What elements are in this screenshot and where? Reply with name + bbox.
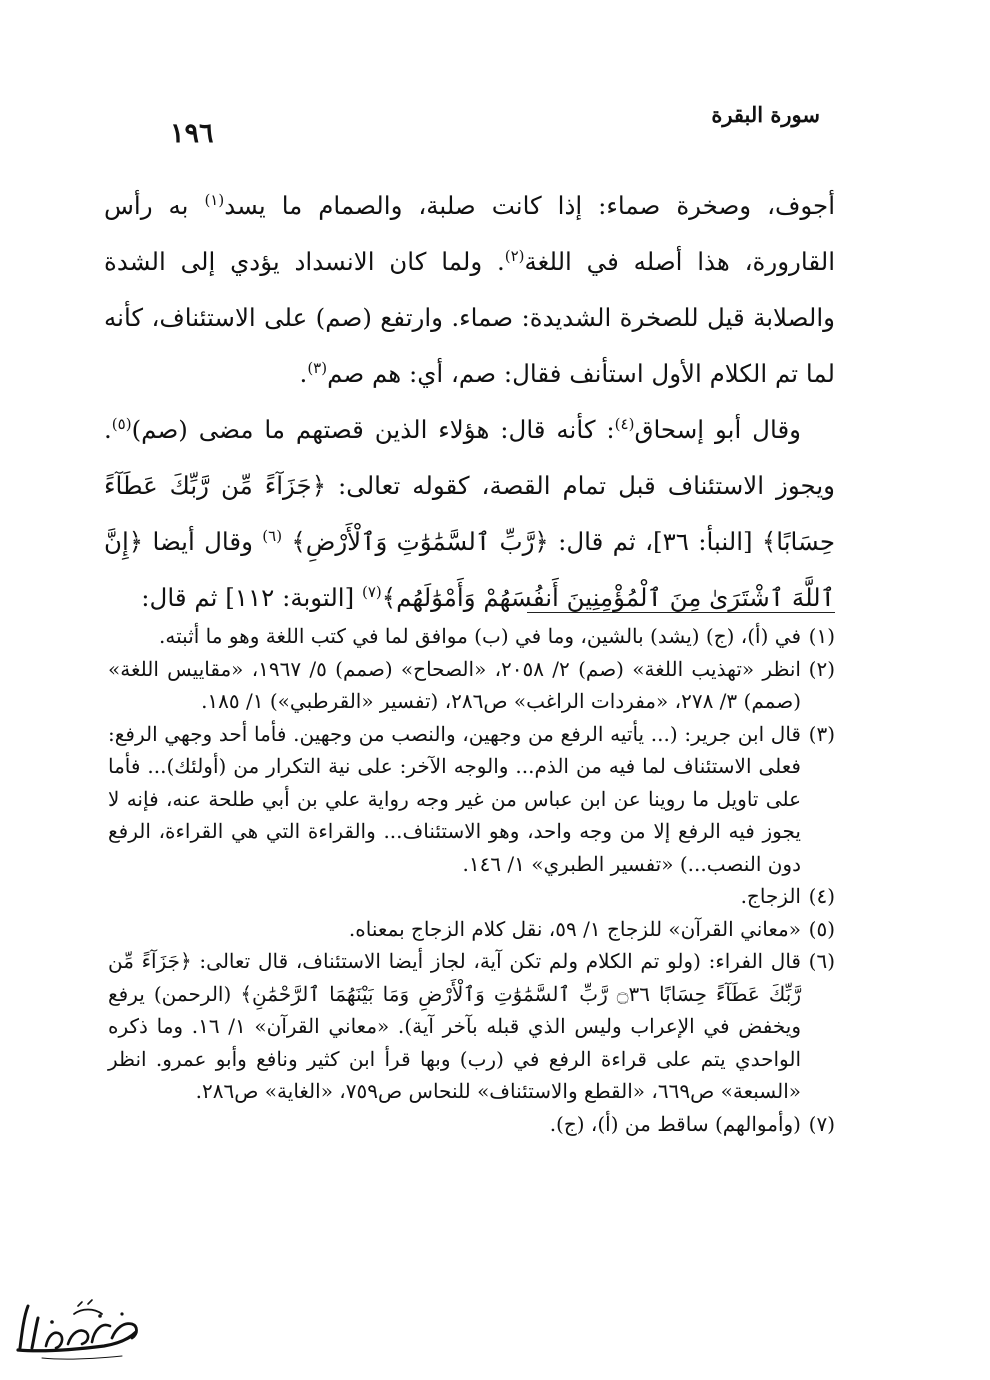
footnote-number: (٦) — [808, 949, 835, 973]
footnote-text: قال ابن جرير: (... يأتيه الرفع من وجهين، والنصب من وجهين. فأما أحد وجهي الرفع: فعلى الاستئناف لما فيه من الذم... والوجه الآخر: على نية التكرار من (أولئك)... فأما على تاويل ما روينا عن ابن عباس من غير وجه رواية علي بن أبي طلحة عنه، فإنه لا يجوز فيه الرفع إلا من وجه واحد، وهو الاستئناف... والقراءة التي هي القراءة، الرفع دون النصب...) «تفسير الطبري» ١/ ١٤٦. — [108, 721, 801, 876]
publisher-logo — [12, 1292, 144, 1362]
footnote-marker-4[interactable]: (٤) — [614, 414, 635, 433]
text-run: . — [299, 359, 308, 388]
footnote-text: الزجاج. — [740, 884, 801, 908]
footnote-text: (وأموالهم) ساقط من (أ)، (ج). — [549, 1111, 801, 1136]
footnote-number: (٢) — [808, 656, 835, 681]
sura-title: سورة البقرة — [711, 102, 820, 127]
footnote-number: (٥) — [808, 916, 835, 941]
paragraph-2 — [104, 402, 835, 626]
text-run: وقال أبو إسحاق — [634, 415, 801, 444]
footnote-1 — [108, 620, 835, 653]
footnote-number: (٧) — [808, 1111, 835, 1136]
footnote-6 — [108, 945, 835, 1108]
footnote-number: (٣) — [808, 721, 835, 746]
text-run: أجوف، وصخرة صماء: إذا كانت صلبة، والصمام ما يسد — [224, 191, 835, 220]
main-text — [104, 178, 835, 626]
footnote-number: (٤) — [808, 884, 835, 908]
page-number: ١٩٦ — [170, 118, 214, 149]
paragraph-1 — [104, 178, 835, 402]
text-run: وقال أيضا ﴿إِنَّ ٱللَّهَ ٱشْتَرَىٰ مِنَ ٱلْمُؤْمِنِينَ أَنفُسَهُمْ وَأَمْوَٰلَهُم﴾ — [104, 527, 835, 612]
footnote-text: في (أ)، (ج) (يشد) بالشين، وما في (ب) موافق لما في كتب اللغة وهو ما أثبته. — [159, 624, 801, 648]
footnote-marker-3[interactable]: (٣) — [307, 358, 328, 377]
text-run: [التوبة: ١١٢] ثم قال: — [141, 583, 362, 612]
footnote-marker-6[interactable]: (٦) — [262, 526, 283, 545]
footnote-marker-2[interactable]: (٢) — [504, 246, 525, 265]
footnote-separator — [527, 612, 835, 613]
text-run: : كأنه قال: هؤلاء الذين قصتهم ما مضى (صم) — [131, 415, 615, 444]
footnote-number: (١) — [808, 624, 835, 648]
footnote-4 — [108, 880, 835, 913]
footnote-7 — [108, 1108, 835, 1141]
footnote-5 — [108, 913, 835, 946]
footnotes — [108, 620, 835, 1140]
text-run: . ولما كان الانسداد يؤدي إلى الشدة والصلابة قيل للصخرة الشديدة: صماء. وارتفع (صم) على الاستئناف، كأنه لما تم الكلام الأول استأنف فقال: صم، أي: هم صم — [104, 247, 835, 388]
footnote-text: «معاني القرآن» للزجاج ١/ ٥٩، نقل كلام الزجاج بمعناه. — [348, 916, 801, 941]
calligraphy-logo-icon — [12, 1292, 144, 1362]
footnote-marker-1[interactable]: (١) — [204, 190, 225, 209]
footnote-text: قال الفراء: (ولو تم الكلام ولم تكن آية، لجاز أيضا الاستئناف، قال تعالى: ﴿جَزَآءً مِّن رَّبِّكَ عَطَآءً حِسَابًا ۝٣٦ رَّبِّ ٱلسَّمَٰوَٰتِ وَٱلْأَرْضِ وَمَا بَيْنَهُمَا ٱلرَّحْمَٰنِ﴾ (الرحمن) يرفع ويخفض في الإعراب وليس الذي قبله بآخر آية). «معاني القرآن» ١/ ١٦. وما ذكره الواحدي يتم على قراءة الرفع في (رب) وبها قرأ ابن كثير ونافع وأبو عمرو. انظر «السبعة» ص٦٦٩، «القطع والاستئناف» للنحاس ص٧٥٩، «الغاية» ص٢٨٦. — [108, 949, 801, 1103]
footnote-2 — [108, 653, 835, 718]
text-run: به رأس القارورة، هذا أصله في اللغة — [104, 191, 836, 276]
footnote-marker-7[interactable]: (٧) — [361, 582, 382, 601]
footnote-3 — [108, 718, 835, 881]
page-header — [170, 100, 820, 160]
footnote-text: انظر «تهذيب اللغة» (صم) ٢/ ٢٠٥٨، «الصحاح» (صمم) ٥/ ١٩٦٧، «مقاييس اللغة» (صمم) ٣/ ٢٧٨، «مفردات الراغب» ص٢٨٦، (تفسير «القرطبي») ١/ ١٨٥. — [108, 656, 801, 713]
footnote-marker-5[interactable]: (٥) — [111, 414, 132, 433]
text-run: . ويجوز الاستئناف قبل تمام القصة، كقوله تعالى: ﴿جَزَآءً مِّن رَّبِّكَ عَطَآءً حِسَابًا﴾ [النبأ: ٣٦]، ثم قال: ﴿رَّبِّ ٱلسَّمَٰوَٰتِ وَٱلْأَرْضِ﴾ — [104, 415, 835, 556]
